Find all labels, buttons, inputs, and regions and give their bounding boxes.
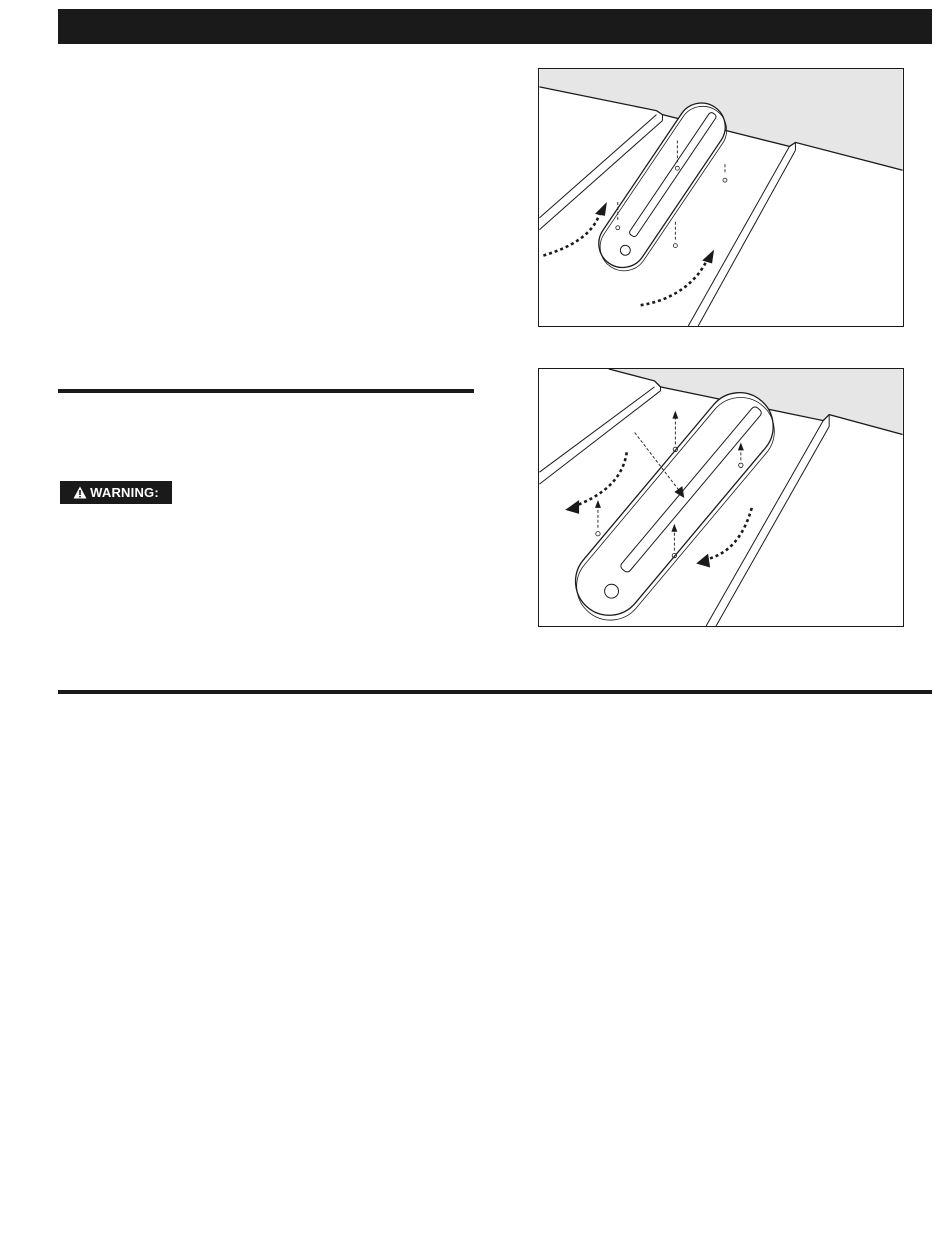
- page-divider: [58, 690, 932, 694]
- warning-triangle-icon: [73, 486, 87, 499]
- warning-badge: [60, 481, 172, 504]
- figure-throat-plate-install: [538, 68, 904, 327]
- header-bar: [58, 9, 932, 44]
- figure-throat-plate-removal: [538, 368, 904, 627]
- warning-label: WARNING:: [90, 485, 159, 500]
- section-divider: [58, 389, 474, 393]
- throat-plate-removal-illustration: [539, 369, 903, 626]
- throat-plate-install-illustration: [539, 69, 903, 326]
